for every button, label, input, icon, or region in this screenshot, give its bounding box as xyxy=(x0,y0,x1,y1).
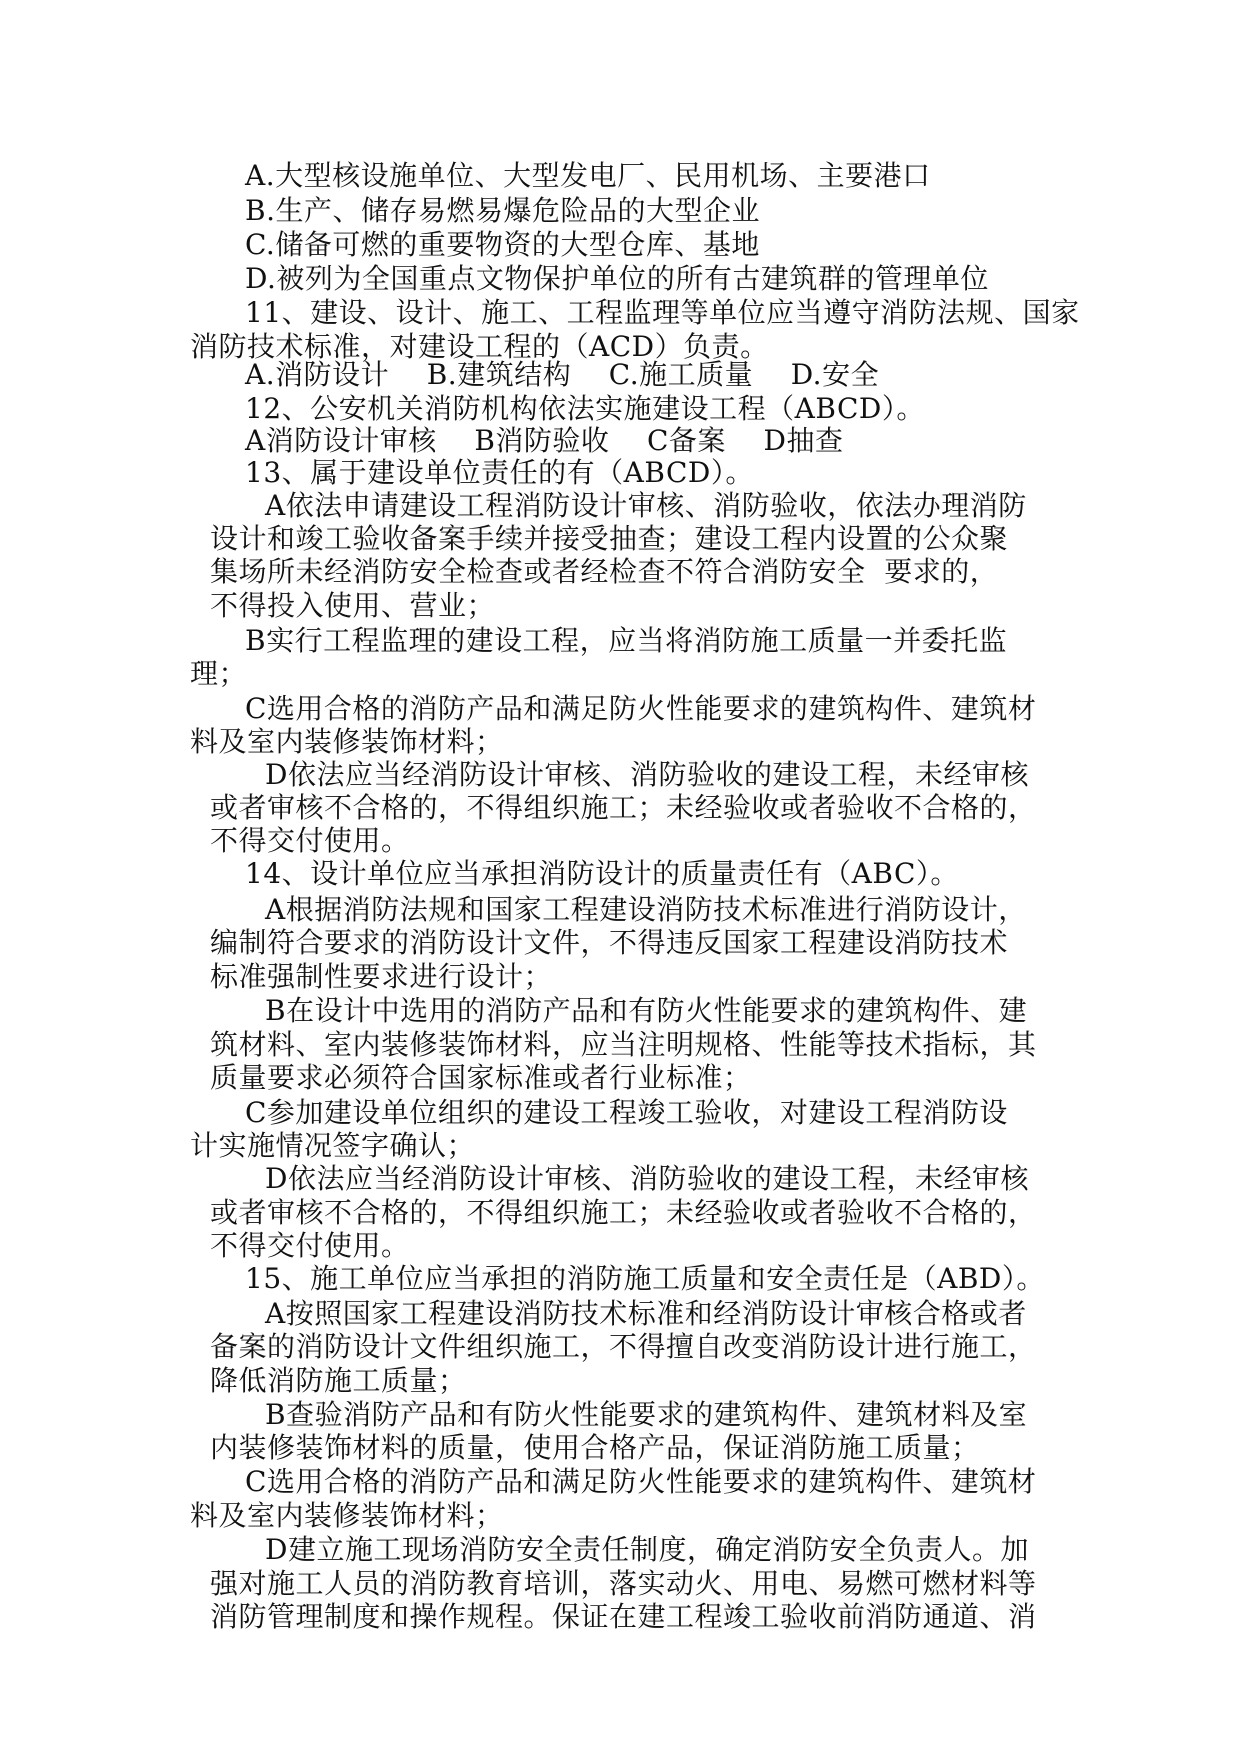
text-line-39: 内装修装饰材料的质量，使用合格产品，保证消防施工质量； xyxy=(210,1431,980,1464)
text-line-41: 料及室内装修装饰材料； xyxy=(190,1499,504,1532)
text-line-16: 理； xyxy=(190,657,248,690)
text-line-29: C参加建设单位组织的建设工程竣工验收，对建设工程消防设 xyxy=(245,1096,1008,1129)
text-line-33: 不得交付使用。 xyxy=(210,1229,410,1262)
text-line-1: A.大型核设施单位、大型发电厂、民用机场、主要港口 xyxy=(245,159,931,192)
text-line-10: 13、属于建设单位责任的有（ABCD）。 xyxy=(245,456,754,489)
text-line-25: 标准强制性要求进行设计； xyxy=(210,960,553,993)
text-line-2: B.生产、储存易燃易爆危险品的大型企业 xyxy=(245,194,760,227)
text-line-6: 消防技术标准，对建设工程的（ACD）负责。 xyxy=(190,330,769,363)
text-line-44: 消防管理制度和操作规程。保证在建工程竣工验收前消防通道、消 xyxy=(210,1600,1037,1633)
text-line-13: 集场所未经消防安全检查或者经检查不符合消防安全 要求的， xyxy=(210,555,999,588)
text-line-38: B查验消防产品和有防火性能要求的建筑构件、建筑材料及室 xyxy=(265,1398,1028,1431)
text-line-21: 不得交付使用。 xyxy=(210,824,410,857)
text-line-32: 或者审核不合格的，不得组织施工；未经验收或者验收不合格的， xyxy=(210,1196,1037,1229)
text-line-26: B在设计中选用的消防产品和有防火性能要求的建筑构件、建 xyxy=(265,994,1028,1027)
text-line-34: 15、施工单位应当承担的消防施工质量和安全责任是（ABD）。 xyxy=(245,1262,1045,1295)
text-line-28: 质量要求必须符合国家标准或者行业标准； xyxy=(210,1061,752,1094)
text-line-42: D建立施工现场消防安全责任制度，确定消防安全负责人。加 xyxy=(265,1533,1029,1566)
text-line-27: 筑材料、室内装修装饰材料，应当注明规格、性能等技术指标，其 xyxy=(210,1028,1037,1061)
text-line-23: A根据消防法规和国家工程建设消防技术标准进行消防设计， xyxy=(265,893,1027,926)
text-line-5: 11、建设、设计、施工、工程监理等单位应当遵守消防法规、国家 xyxy=(245,296,1080,329)
text-line-17: C选用合格的消防产品和满足防火性能要求的建筑构件、建筑材 xyxy=(245,692,1037,725)
text-line-11: A依法申请建设工程消防设计审核、消防验收，依法办理消防 xyxy=(265,489,1027,522)
text-line-15: B实行工程监理的建设工程，应当将消防施工质量一并委托监 xyxy=(245,624,1008,657)
text-line-31: D依法应当经消防设计审核、消防验收的建设工程，未经审核 xyxy=(265,1162,1029,1195)
text-line-18: 料及室内装修装饰材料； xyxy=(190,725,504,758)
text-line-36: 备案的消防设计文件组织施工，不得擅自改变消防设计进行施工， xyxy=(210,1330,1037,1363)
text-line-30: 计实施情况签字确认； xyxy=(190,1129,476,1162)
text-line-37: 降低消防施工质量； xyxy=(210,1364,467,1397)
text-line-22: 14、设计单位应当承担消防设计的质量责任有（ABC）。 xyxy=(245,857,959,890)
text-line-14: 不得投入使用、营业； xyxy=(210,589,496,622)
text-line-12: 设计和竣工验收备案手续并接受抽查；建设工程内设置的公众聚 xyxy=(210,522,1009,555)
text-line-24: 编制符合要求的消防设计文件，不得违反国家工程建设消防技术 xyxy=(210,926,1009,959)
text-line-3: C.储备可燃的重要物资的大型仓库、基地 xyxy=(245,228,760,261)
text-line-4: D.被列为全国重点文物保护单位的所有古建筑群的管理单位 xyxy=(245,262,989,295)
text-line-19: D依法应当经消防设计审核、消防验收的建设工程，未经审核 xyxy=(265,758,1029,791)
text-line-40: C选用合格的消防产品和满足防火性能要求的建筑构件、建筑材 xyxy=(245,1465,1037,1498)
text-line-7: A.消防设计 B.建筑结构 C.施工质量 D.安全 xyxy=(245,358,880,391)
text-line-35: A按照国家工程建设消防技术标准和经消防设计审核合格或者 xyxy=(265,1297,1027,1330)
text-line-9: A消防设计审核 B消防验收 C备案 D抽查 xyxy=(245,424,844,457)
text-line-43: 强对施工人员的消防教育培训，落实动火、用电、易燃可燃材料等 xyxy=(210,1567,1037,1600)
text-line-20: 或者审核不合格的，不得组织施工；未经验收或者验收不合格的， xyxy=(210,791,1037,824)
text-line-8: 12、公安机关消防机构依法实施建设工程（ABCD）。 xyxy=(245,392,925,425)
